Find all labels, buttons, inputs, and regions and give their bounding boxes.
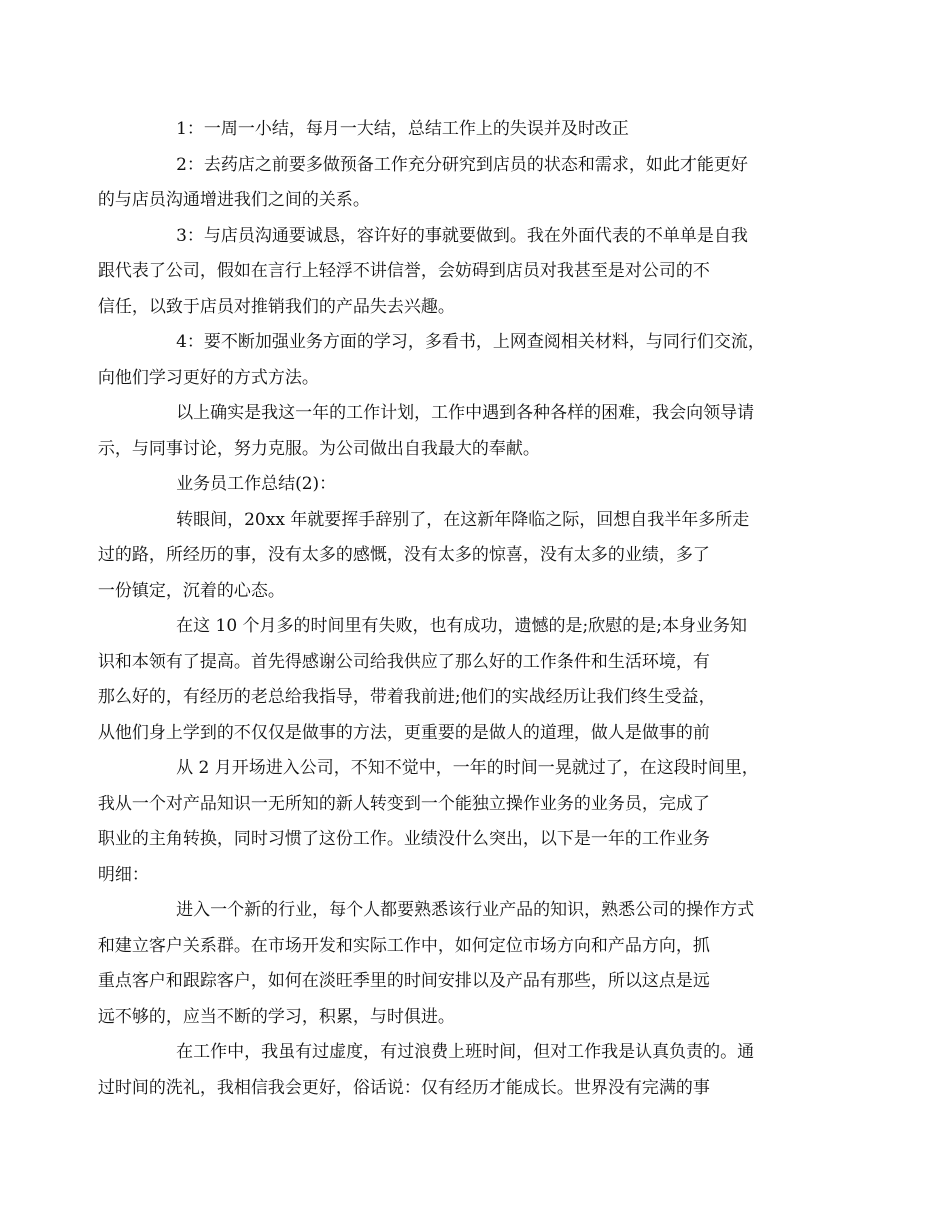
document-body <box>97 112 827 1106</box>
text-line: 明细： <box>97 864 149 885</box>
text-line: 以上确实是我这一年的工作计划，工作中遇到各种各样的困难，我会向领导请 <box>176 403 755 423</box>
text-line: 我从一个对产品知识一无所知的新人转变到一个能独立操作业务的业务员，完成了 <box>97 793 710 814</box>
text-line: 4：要不断加强业务方面的学习，多看书，上网查阅相关材料，与同行们交流， <box>176 332 765 352</box>
text-line: 3：与店员沟通要诚恳，容许好的事就要做到。我在外面代表的不单单是自我 <box>176 225 748 246</box>
paragraph-1 <box>137 112 827 148</box>
paragraph-3 <box>97 219 827 326</box>
section-heading <box>137 467 827 503</box>
text-line: 业务员工作总结(2)： <box>176 474 337 494</box>
text-line: 跟代表了公司，假如在言行上轻浮不讲信誉，会妨碍到店员对我甚至是对公司的不 <box>97 261 710 281</box>
text-line: 和建立客户关系群。在市场开发和实际工作中，如何定位市场方向和产品方向，抓 <box>97 935 710 956</box>
text-line: 那么好的，有经历的老总给我指导，带着我前进;他们的实战经历让我们终生受益， <box>97 687 716 707</box>
paragraph-8 <box>97 609 827 751</box>
paragraph-11 <box>97 1035 827 1106</box>
text-line: 的与店员沟通增进我们之间的关系。 <box>97 190 370 210</box>
paragraph-4 <box>97 325 827 396</box>
text-line: 在这 10 个月多的时间里有失败，也有成功，遗憾的是;欣慰的是;本身业务知 <box>176 616 747 636</box>
text-line: 重点客户和跟踪客户，如何在淡旺季里的时间安排以及产品有那些，所以这点是远 <box>97 971 710 991</box>
paragraph-9 <box>97 751 827 893</box>
text-line: 一份镇定，沉着的心态。 <box>97 580 285 601</box>
paragraph-2 <box>97 148 827 219</box>
text-line: 在工作中，我虽有过虚度，有过浪费上班时间，但对工作我是认真负责的。通 <box>176 1042 755 1062</box>
text-line: 职业的主角转换，同时习惯了这份工作。业绩没什么突出，以下是一年的工作业务 <box>97 829 710 849</box>
text-line: 1：一周一小结，每月一大结，总结工作上的失误并及时改正 <box>176 119 629 139</box>
paragraph-7 <box>97 503 827 610</box>
text-line: 过时间的洗礼，我相信我会更好，俗话说：仅有经历才能成长。世界没有完满的事 <box>97 1077 710 1098</box>
text-line: 远不够的，应当不断的学习，积累，与时俱进。 <box>97 1006 455 1027</box>
paragraph-10 <box>97 893 827 1035</box>
text-line: 过的路，所经历的事，没有太多的感慨，没有太多的惊喜，没有太多的业绩，多了 <box>97 545 710 565</box>
text-line: 进入一个新的行业，每个人都要熟悉该行业产品的知识，熟悉公司的操作方式 <box>176 900 755 920</box>
text-line: 信任，以致于店员对推销我们的产品失去兴趣。 <box>97 296 455 317</box>
text-line: 从他们身上学到的不仅仅是做事的方法，更重要的是做人的道理，做人是做事的前 <box>97 722 710 743</box>
text-line: 2：去药店之前要多做预备工作充分研究到店员的状态和需求，如此才能更好 <box>176 154 748 175</box>
text-line: 转眼间，20xx 年就要挥手辞别了，在这新年降临之际，回想自我半年多所走 <box>176 509 750 530</box>
text-line: 从 2 月开场进入公司，不知不觉中，一年的时间一晃就过了，在这段时间里， <box>176 758 759 778</box>
text-line: 向他们学习更好的方式方法。 <box>97 367 319 388</box>
text-line: 识和本领有了提高。首先得感谢公司给我供应了那么好的工作条件和生活环境，有 <box>97 651 710 672</box>
text-line: 示，与同事讨论，努力克服。为公司做出自我最大的奉献。 <box>97 438 540 459</box>
paragraph-5 <box>97 396 827 467</box>
